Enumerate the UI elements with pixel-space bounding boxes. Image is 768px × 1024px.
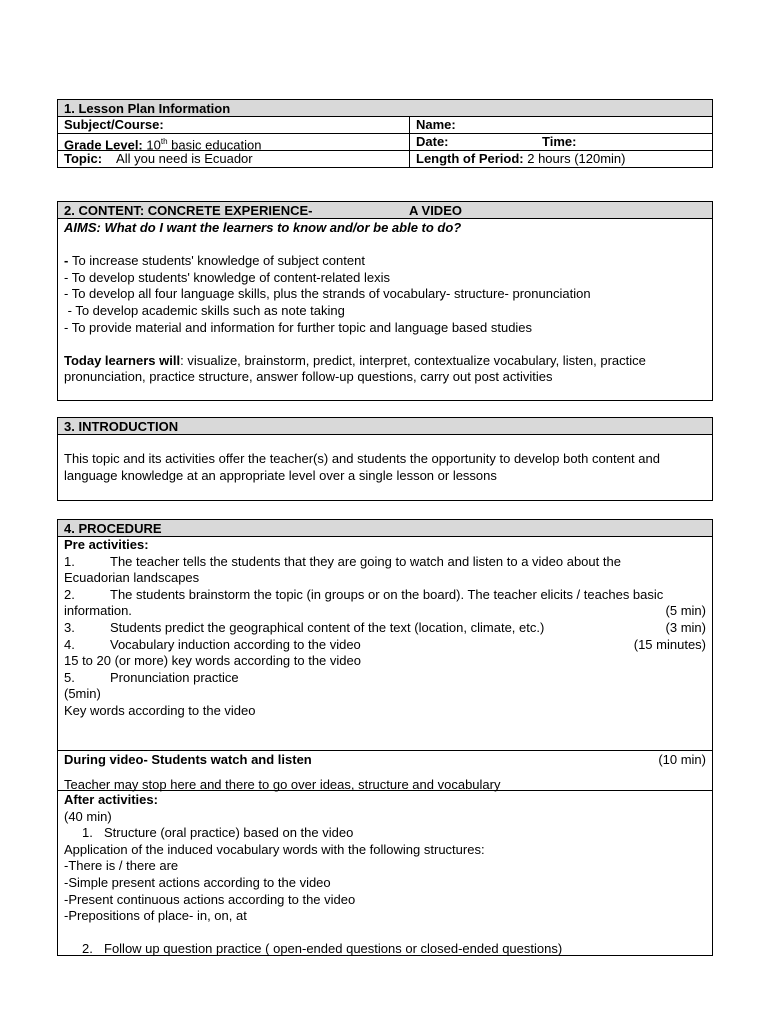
aim-item: - To develop academic skills such as note taking [64, 302, 345, 318]
name-cell [410, 117, 712, 133]
pre-activity-2: 2. The students brainstorm the topic (in groups or on the board). The teacher elicits / teaches basic [64, 586, 664, 602]
info-row-topic [58, 151, 712, 168]
introduction-section [57, 417, 713, 501]
grade-label: Grade Level: [64, 137, 143, 153]
subject-label: Subject/Course: [64, 117, 164, 132]
section2-header-video: A VIDEO [409, 203, 462, 218]
structure-item: -Present continuous actions according to the video [64, 891, 356, 907]
time-15min: (15 minutes) [633, 636, 706, 652]
section1-header: 1. Lesson Plan Information [58, 100, 712, 117]
today-text: : visualize, brainstorm, predict, interpret, contextualize vocabulary, listen, practice pronunciation, practice structure, answer follow-up questions, carry out post activities [64, 352, 646, 385]
info-row-subject [58, 117, 712, 134]
time-5min: (5 min) [665, 603, 706, 619]
pre-activity-3: 3. Students predict the geographical content of the text (location, climate, etc.) (3 min) [64, 619, 706, 635]
lesson-plan-info-table [57, 99, 713, 168]
pre-activity-1: 1. The teacher tells the students that they are going to watch and listen to a video about the [64, 553, 621, 569]
during-text: Teacher may stop here and there to go over ideas, structure and vocabulary [64, 776, 501, 792]
time-label: Time: [542, 134, 577, 149]
date-label: Date: [416, 134, 449, 149]
after-activity-1: 1. Structure (oral practice) based on the video [82, 825, 354, 841]
content-section [57, 201, 713, 401]
length-label: Length of Period: [416, 151, 524, 166]
time-3min: (3 min) [665, 619, 706, 635]
subject-cell [58, 117, 410, 133]
grade-cell [58, 134, 410, 153]
pre-activities-label: Pre activities: [64, 537, 149, 552]
section2-header-title: 2. CONTENT: CONCRETE EXPERIENCE- [64, 203, 313, 218]
after-activity-2: 2. Follow up question practice ( open-ended questions or closed-ended questions) [82, 941, 563, 957]
during-video-block [58, 750, 712, 790]
application-text: Application of the induced vocabulary words with the following structures: [64, 841, 485, 857]
time-5min-b: (5min) [64, 686, 101, 702]
topic-label: Topic: [64, 151, 103, 166]
aim-item: - To increase students' knowledge of subject content [64, 253, 365, 269]
info-row-grade [58, 134, 712, 151]
grade-superscript: th [160, 137, 168, 146]
time-40min: (40 min) [64, 808, 112, 824]
after-activities-block [58, 790, 712, 958]
length-value: 2 hours (120min) [523, 151, 626, 166]
structure-item: -Prepositions of place- in, on, at [64, 908, 247, 924]
time-10min: (10 min) [658, 752, 706, 767]
section3-header: 3. INTRODUCTION [58, 418, 712, 435]
aims-heading: AIMS: What do I want the learners to know and/or be able to do? [64, 220, 462, 235]
aim-item: - To develop all four language skills, plus the strands of vocabulary- structure- pronunciation [64, 286, 591, 302]
pre-activity-5: 5. Pronunciation practice [64, 669, 239, 685]
aim-item: - To provide material and information for further topic and language based studies [64, 319, 533, 335]
section4-header: 4. PROCEDURE [58, 520, 712, 537]
today-learners [58, 353, 712, 386]
grade-value: basic education [167, 137, 262, 153]
name-label: Name: [416, 117, 456, 132]
procedure-section: 4. PROCEDURE Pre activities: 1. The teacher tells the students that they are going to watch and listen to a video about the Ecuadorian landscapes 2. The students brainstorm the topic (in groups or on the board). The teacher elicits / teaches basic information. (5 min) 3. Students predict the geographical content of the text (location, climate, etc.) (3 min) 4. Vocabulary induction according to the video (15 minutes) 15 to 20 (or more) key words according to the video 5. Pronunciation practice (5min) Key words according to the video During video- Students watch and listen (10 min) Teacher may stop here and there to go over ideas, structure and vocabulary After activities: (40 min) 1. Structure (oral practice) based on the video Application of the induced vocabulary words with the following structures: -There is / there are -Simple present actions according to the video -Present continuous actions according to the video -Prepositions of place- in, on, at 2. Follow up question practice ( open-ended questions or closed-ended questions) [57, 519, 713, 956]
length-cell [410, 151, 712, 168]
today-label: Today learners will [64, 352, 181, 368]
pre-activity-4: 4. Vocabulary induction according to the video (15 minutes) [64, 636, 706, 652]
structure-item: -Simple present actions according to the video [64, 874, 331, 890]
during-label: During video- Students watch and listen [64, 752, 312, 767]
topic-value: All you need is Ecuador [116, 151, 253, 166]
structure-item: -There is / there are [64, 858, 179, 874]
after-activities-label: After activities: [64, 792, 158, 807]
date-time-cell [410, 134, 712, 150]
topic-cell [58, 151, 410, 168]
introduction-text: This topic and its activities offer the teacher(s) and students the opportunity to develop both content and language knowledge at an appropriate level over a single lesson or lessons [64, 451, 660, 483]
section2-header [58, 202, 712, 219]
aim-item: - To develop students' knowledge of content-related lexis [64, 269, 390, 285]
grade-number: 10 [146, 137, 161, 153]
